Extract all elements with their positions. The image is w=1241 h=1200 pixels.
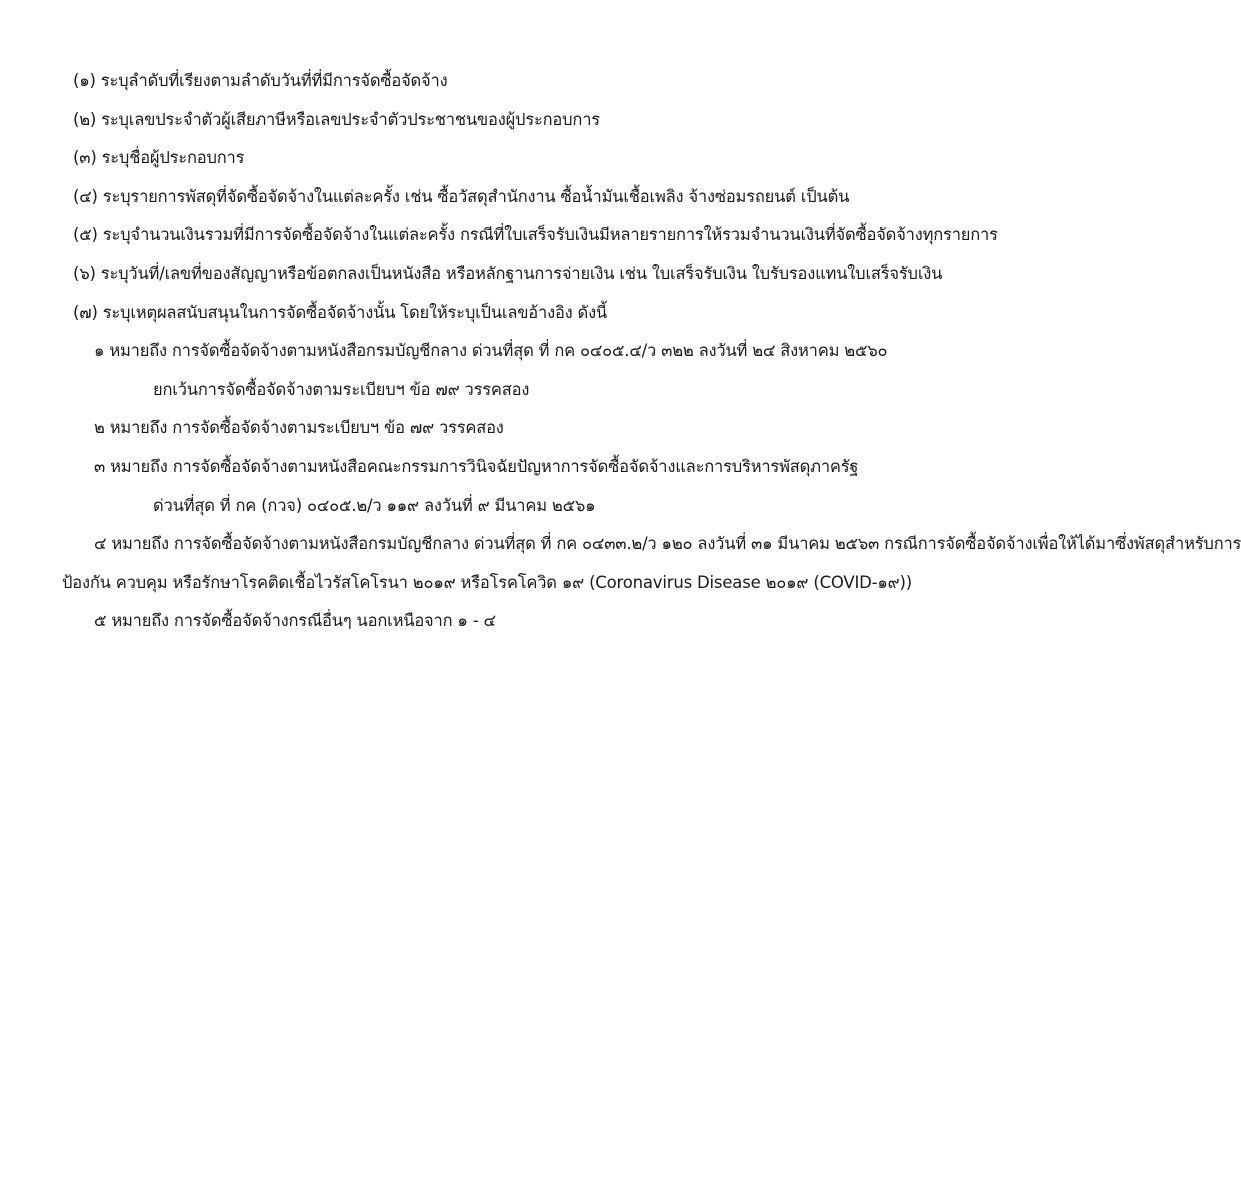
reference-note-3: ๓ หมายถึง การจัดซื้อจัดจ้างตามหนังสือคณะกรรมการวินิจฉัยปัญหาการจัดซื้อจัดจ้างและการบริหารพัสดุภาครัฐ [94,456,859,476]
footnote-item-5: (๕) ระบุจำนวนเงินรวมที่มีการจัดซื้อจัดจ้างในแต่ละครั้ง กรณีที่ใบเสร็จรับเงินมีหลายรายการให้รวมจำนวนเงินที่จัดซื้อจัดจ้างทุกรายการ [73,225,998,245]
reference-note-2: ๒ หมายถึง การจัดซื้อจัดจ้างตามระเบียบฯ ข้อ ๗๙ วรรคสอง [94,418,504,438]
reference-note-3-continuation: ด่วนที่สุด ที่ กค (กวจ) ๐๔๐๕.๒/ว ๑๑๙ ลงวันที่ ๙ มีนาคม ๒๕๖๑ [153,495,596,515]
footnote-item-6: (๖) ระบุวันที่/เลขที่ของสัญญาหรือข้อตกลงเป็นหนังสือ หรือหลักฐานการจ่ายเงิน เช่น ใบเสร็จรับเงิน ใบรับรองแทนใบเสร็จรับเงิน [73,263,943,283]
footnote-item-4: (๔) ระบุรายการพัสดุที่จัดซื้อจัดจ้างในแต่ละครั้ง เช่น ซื้อวัสดุสำนักงาน ซื้อน้ำมันเชื้อเพลิง จ้างซ่อมรถยนต์ เป็นต้น [73,186,850,206]
reference-note-4-continuation: ป้องกัน ควบคุม หรือรักษาโรคติดเชื้อไวรัสโคโรนา ๒๐๑๙ หรือโรคโควิด ๑๙ (Coronavirus Disease ๒๐๑๙ (COVID-๑๙)) [62,572,913,592]
footnote-item-3: (๓) ระบุชื่อผู้ประกอบการ [73,148,245,168]
reference-note-1: ๑ หมายถึง การจัดซื้อจัดจ้างตามหนังสือกรมบัญชีกลาง ด่วนที่สุด ที่ กค ๐๔๐๕.๔/ว ๓๒๒ ลงวันที่ ๒๔ สิงหาคม ๒๕๖๐ [94,341,888,361]
reference-note-5: ๕ หมายถึง การจัดซื้อจัดจ้างกรณีอื่นๆ นอกเหนือจาก ๑ - ๔ [94,611,496,631]
footnotes-section [0,62,1241,641]
footnote-item-1: (๑) ระบุลำดับที่เรียงตามลำดับวันที่ที่มีการจัดซื้อจัดจ้าง [73,71,448,90]
footnote-item-7: (๗) ระบุเหตุผลสนับสนุนในการจัดซื้อจัดจ้างนั้น โดยให้ระบุเป็นเลขอ้างอิง ดังนี้ [73,302,608,322]
footnote-item-2: (๒) ระบุเลขประจำตัวผู้เสียภาษีหรือเลขประจำตัวประชาชนของผู้ประกอบการ [73,109,600,129]
reference-note-1-continuation: ยกเว้นการจัดซื้อจัดจ้างตามระเบียบฯ ข้อ ๗๙ วรรคสอง [153,379,530,399]
reference-note-4: ๔ หมายถึง การจัดซื้อจัดจ้างตามหนังสือกรมบัญชีกลาง ด่วนที่สุด ที่ กค ๐๔๓๓.๒/ว ๑๒๐ ลงวันที่ ๓๑ มีนาคม ๒๕๖๓ กรณีการจัดซื้อจัดจ้างเพื่อให้ได้มาซึ่งพัสดุสำหรับการ [94,534,1241,554]
